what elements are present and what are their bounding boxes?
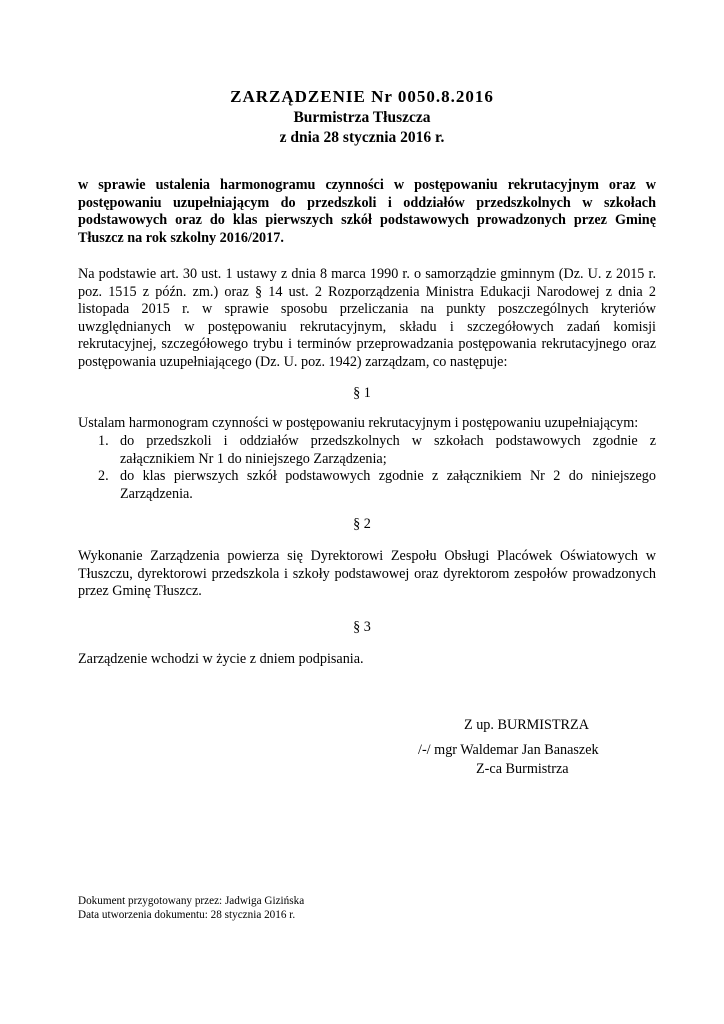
list-item-number: 2. bbox=[98, 468, 109, 485]
signature-name: /-/ mgr Waldemar Jan Banaszek bbox=[418, 742, 599, 758]
document-date: z dnia 28 stycznia 2016 r. bbox=[279, 129, 445, 146]
signature-role: Z-ca Burmistrza bbox=[476, 761, 569, 777]
document-header bbox=[0, 86, 724, 148]
signature-authority: Z up. BURMISTRZA bbox=[464, 717, 589, 733]
legal-basis: Na podstawie art. 30 ust. 1 ustawy z dnia 8 marca 1990 r. o samorządzie gminnym (Dz. U. z 2015 r. poz. 1515 z późn. zm.) oraz § 14 ust. 2 Rozporządzenia Ministra Edukacji Narodowej z dnia 2 listopada 2015 r. w sprawie sposobu przeliczania na punkty poszczególnych kryteriów uwzględnianych w postępowaniu rekrutacyjnym, składu i szczegółowych zadań komisji rekrutacyjnej, szczegółowego trybu i terminów przeprowadzania postępowania rekrutacyjnego oraz postępowania uzupełniającego (Dz. U. poz. 1942) zarządzam, co następuje: bbox=[78, 266, 656, 370]
section-3-text: Zarządzenie wchodzi w życie z dniem podpisania. bbox=[78, 651, 364, 667]
list-item-text: do przedszkoli i oddziałów przedszkolnych w szkołach podstawowych zgodnie z załącznikiem Nr 1 do niniejszego Zarządzenia; bbox=[120, 433, 656, 467]
section-3-heading: § 3 bbox=[353, 619, 371, 635]
footer-prepared-by: Dokument przygotowany przez: Jadwiga Gizińska bbox=[78, 895, 305, 907]
section-1-list bbox=[78, 433, 656, 503]
footer-created-date: Data utworzenia dokumentu: 28 stycznia 2016 r. bbox=[78, 909, 296, 921]
document-subject: w sprawie ustalenia harmonogramu czynności w postępowaniu rekrutacyjnym oraz w postępowaniu uzupełniającym do przedszkoli i oddziałów przedszkolnych w szkołach podstawowych oraz do klas pierwszych szkół podstawowych prowadzonych przez Gminę Tłuszcz na rok szkolny 2016/2017. bbox=[78, 177, 656, 246]
list-item bbox=[78, 468, 656, 503]
list-item-number: 1. bbox=[98, 433, 109, 449]
section-1-heading: § 1 bbox=[353, 385, 371, 401]
section-1-intro: Ustalam harmonogram czynności w postępowaniu rekrutacyjnym i postępowaniu uzupełniającym: bbox=[78, 415, 639, 431]
list-item bbox=[78, 433, 656, 468]
section-2-heading: § 2 bbox=[353, 516, 371, 532]
section-2-text: Wykonanie Zarządzenia powierza się Dyrektorowi Zespołu Obsługi Placówek Oświatowych w Tłuszczu, dyrektorowi przedszkola i szkoły podstawowej oraz dyrektorom zespołów prowadzonych przez Gminę Tłuszcz. bbox=[78, 548, 656, 600]
list-item-text: do klas pierwszych szkół podstawowych zgodnie z załącznikiem Nr 2 do niniejszego Zarządzenia. bbox=[120, 468, 656, 502]
document-title: ZARZĄDZENIE Nr 0050.8.2016 bbox=[230, 87, 494, 106]
document-issuer: Burmistrza Tłuszcza bbox=[293, 109, 431, 126]
